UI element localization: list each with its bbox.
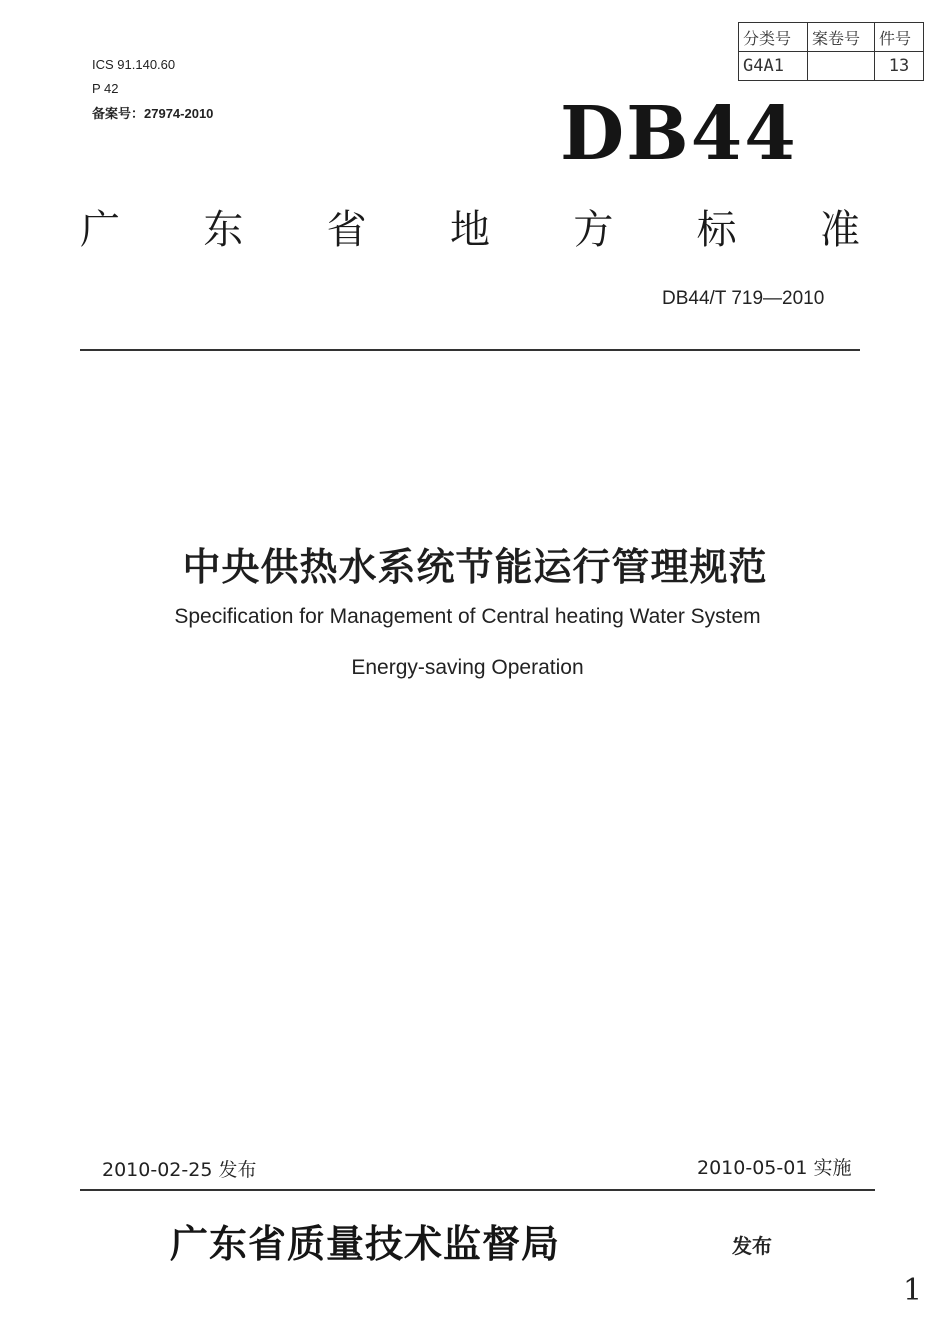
- filing-value-item-no: 13: [875, 52, 924, 81]
- standard-mark: DB44: [560, 91, 798, 177]
- filing-header-class-no: 分类号: [739, 23, 808, 52]
- publish-date: 2010-02-25 发布: [102, 1159, 257, 1181]
- standard-type-title: [80, 196, 860, 256]
- bottom-divider: [80, 1189, 875, 1191]
- issuer-name: 广东省质量技术监督局: [170, 1221, 561, 1266]
- filing-table-value-row: [739, 52, 924, 81]
- document-title-en-line1: Specification for Management of Central heating Water System: [174, 605, 761, 628]
- standard-type-char: 东: [203, 206, 244, 253]
- filing-value-class-no: G4A1: [739, 52, 808, 81]
- standard-type-char: 标: [696, 206, 737, 253]
- standard-type-char: 省: [326, 206, 367, 253]
- record-number: 备案号：27974-2010: [92, 106, 214, 121]
- implement-date: 2010-05-01 实施: [697, 1157, 852, 1179]
- page-number: 1: [903, 1273, 923, 1308]
- issue-label: 发布: [732, 1234, 772, 1258]
- filing-header-item-no: 件号: [875, 23, 924, 52]
- document-title-en-line2: Energy-saving Operation: [351, 656, 584, 679]
- standard-type-char: 地: [449, 206, 490, 253]
- filing-header-file-no: 案卷号: [808, 23, 875, 52]
- filing-value-file-no: [808, 52, 875, 81]
- standard-code: DB44/T 719—2010: [662, 288, 825, 309]
- filing-table-header-row: [739, 23, 924, 52]
- document-title-cn: 中央供热水系统节能运行管理规范: [182, 545, 768, 589]
- standard-type-char: 方: [573, 206, 614, 253]
- standard-type-char: 准: [819, 206, 860, 253]
- top-divider: [80, 349, 860, 351]
- filing-table: [738, 22, 924, 81]
- ics-code: ICS 91.140.60: [92, 57, 176, 72]
- classification-code: P 42: [92, 81, 119, 96]
- standard-type-char: 广: [80, 206, 120, 253]
